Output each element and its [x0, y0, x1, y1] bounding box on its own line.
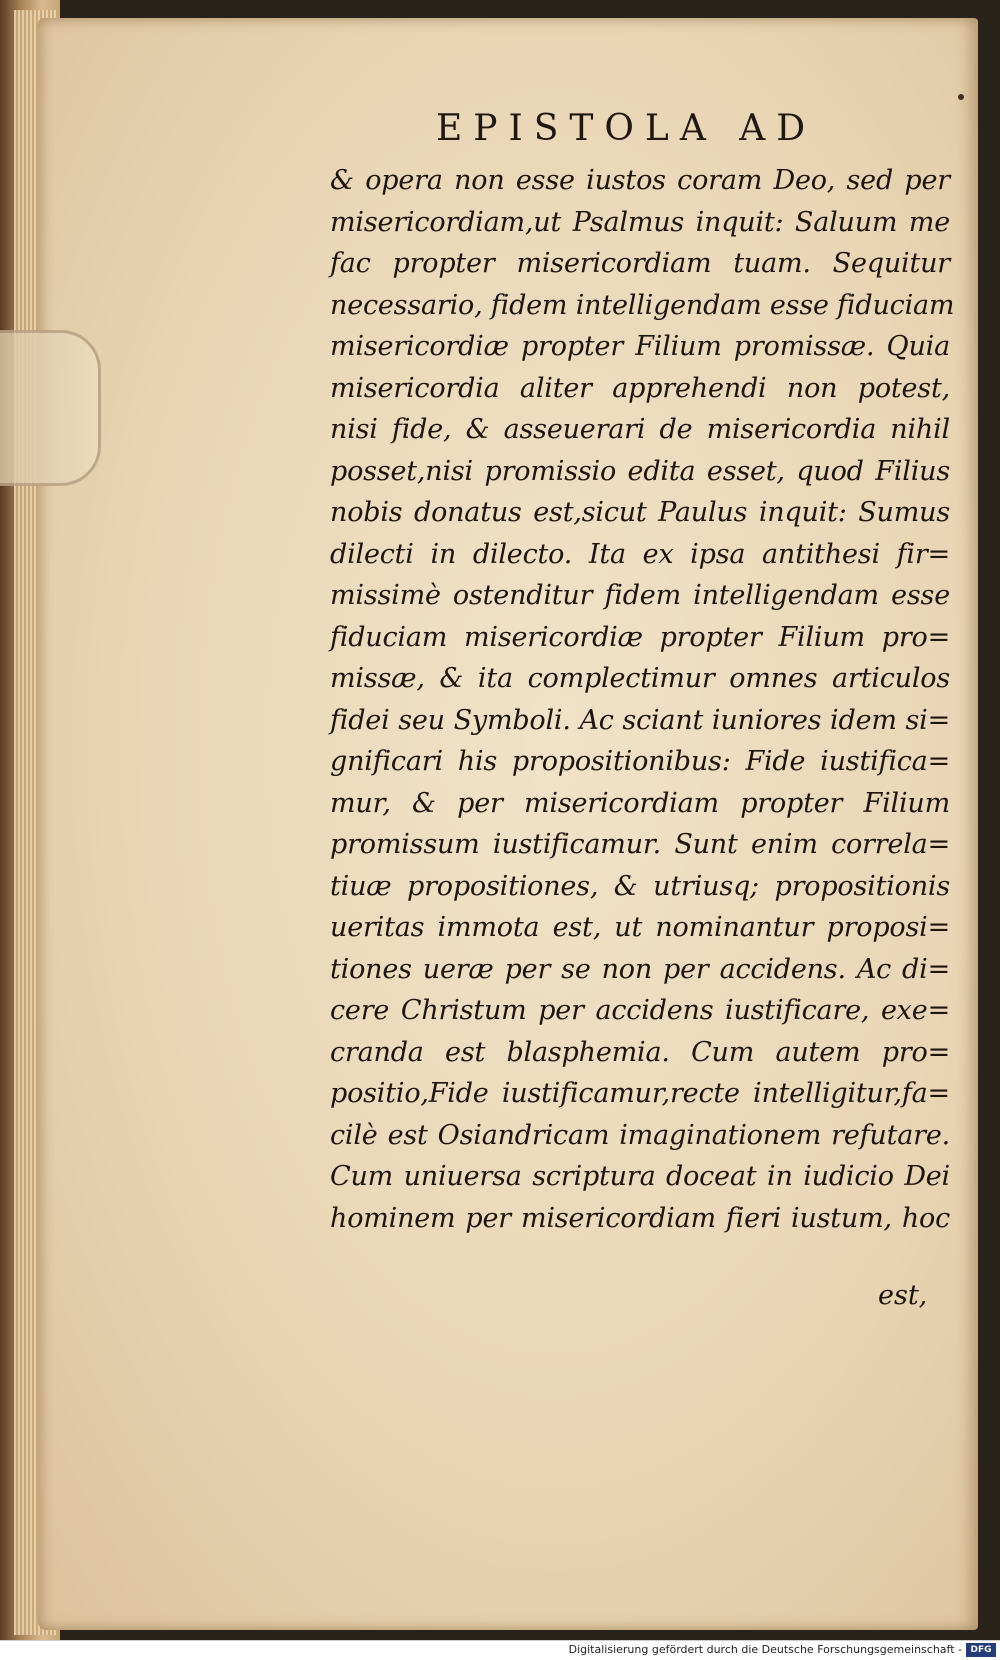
text-line: cilè est Osiandricam imaginationem refutare. [330, 1119, 950, 1151]
text-line: nobis donatus est,sicut Paulus inquit: Sumus [330, 497, 950, 528]
text-line: fac propter misericordiam tuam. Sequitur [330, 248, 950, 279]
footer-credit: Digitalisierung gefördert durch die Deutsche Forschungsgemeinschaft - [568, 1643, 962, 1656]
text-line: positio,Fide iustificamur,recte intelligitur,fa= [330, 1078, 950, 1109]
text-line: promissum iustificamur. Sunt enim correla= [330, 829, 950, 860]
text-line: misericordia aliter apprehendi non potest, [330, 372, 950, 404]
text-line: missimè ostenditur fidem intelligendam esse [330, 580, 950, 611]
text-line: fidei seu Symboli. Ac sciant iuniores idem si= [330, 704, 950, 736]
text-line: tiones ueræ per se non per accidens. Ac di= [330, 953, 950, 985]
text-line: misericordiæ propter Filium promissæ. Quia [330, 331, 950, 362]
text-line: tiuæ propositiones, & utriusq; propositionis [330, 870, 950, 902]
clasp-icon [0, 330, 101, 486]
text-line: misericordiam,ut Psalmus inquit: Saluum me [330, 206, 950, 238]
catchword: est, [878, 1280, 928, 1311]
text-line: nisi fide, & asseuerari de misericordia nihil [330, 414, 950, 445]
body-text [330, 160, 955, 1239]
text-line: gnificari his propositionibus: Fide iustifica= [330, 746, 950, 777]
text-line: & opera non esse iustos coram Deo, sed per [330, 165, 950, 196]
text-line: hominem per misericordiam fieri iustum, hoc [330, 1202, 950, 1234]
ink-spot [958, 94, 964, 100]
dfg-logo-icon: DFG [966, 1643, 996, 1657]
text-line: Cum uniuersa scriptura doceat in iudicio Dei [330, 1161, 950, 1192]
text-line: necessario, fidem intelligendam esse fiduciam [330, 289, 955, 321]
text-line: dilecti in dilecto. Ita ex ipsa antithesi fir= [330, 538, 950, 570]
text-line: missæ, & ita complectimur omnes articulos [330, 663, 950, 694]
text-line: fiduciam misericordiæ propter Filium pro= [330, 621, 950, 653]
running-head: EPISTOLA AD [436, 108, 817, 149]
text-line: mur, & per misericordiam propter Filium [330, 787, 950, 819]
text-line: cere Christum per accidens iustificare, exe= [330, 995, 950, 1026]
text-line: ueritas immota est, ut nominantur proposi= [330, 912, 950, 943]
text-line: cranda est blasphemia. Cum autem pro= [330, 1036, 950, 1068]
text-line: posset,nisi promissio edita esset, quod Filius [330, 455, 950, 487]
footer-bar [0, 1640, 1000, 1660]
